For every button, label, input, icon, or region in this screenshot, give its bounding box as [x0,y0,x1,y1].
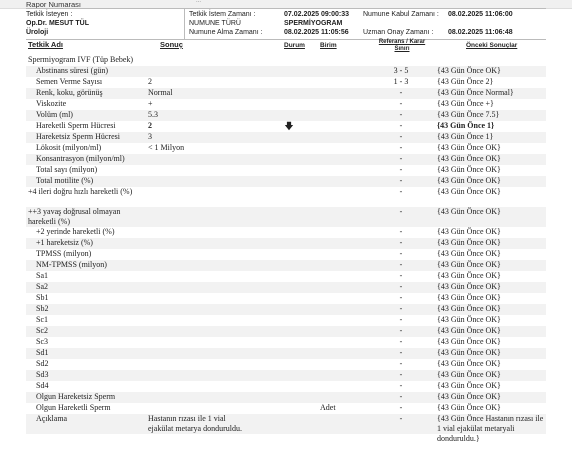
test-name: Semen Verme Sayısı [36,77,103,86]
test-name: Olgun Hareketsiz Sperm [36,392,116,401]
reference-range: - [399,414,403,423]
table-row [26,370,546,381]
table-row [26,403,546,414]
test-name: Sb1 [36,293,49,302]
previous-result: {43 Gün Önce OK} [437,187,501,196]
table-row [26,271,546,282]
reference-range: - [399,143,403,152]
table-row [26,88,546,99]
unit-value: Adet [320,403,336,412]
table-row [26,99,546,110]
column-previous: Önceki Sonuçlar [466,42,518,49]
test-name: Konsantrasyon (milyon/ml) [36,154,125,163]
reference-range: - [399,88,403,97]
header-divider [184,9,185,39]
sample-time-label: Numune Alma Zamanı : [189,29,263,36]
test-name: Sa2 [36,282,48,291]
table-row [26,249,546,260]
report-number-label: Rapor Numarası [26,0,82,9]
column-reference-line2: Sınırı [394,46,410,52]
sample-type-label: NUMUNE TÜRÜ [189,20,241,27]
column-result: Sonuç [160,40,183,49]
reference-range: 3 - 5 [393,66,409,75]
reference-range: - [399,403,403,412]
table-row [26,176,546,187]
table-row [26,227,546,238]
table-row [26,414,546,443]
doctor-name: Op.Dr. MESUT TÜL [26,20,89,27]
table-row [26,337,546,348]
reference-range: - [399,238,403,247]
test-name: Sb2 [36,304,49,313]
test-name: Hareketsiz Sperm Hücresi [36,132,120,141]
results-table [26,55,546,443]
approve-time: 08.02.2025 11:06:48 [448,29,513,36]
request-time-label: Tetkik İstem Zamanı : [189,11,256,18]
down-arrow-icon: 🡇 [284,121,294,131]
previous-result: {43 Gün Önce Hastanın rızası ile 1 vial ejakülat metaryali donduruldu.} [437,414,544,443]
previous-result: {43 Gün Önce OK} [437,143,501,152]
reference-range: - [399,207,403,216]
table-row [26,187,546,207]
test-name: Lökosit (milyon/ml) [36,143,102,152]
previous-result: {43 Gün Önce OK} [437,176,501,185]
previous-result: {43 Gün Önce OK} [437,337,501,346]
result-value: Normal [148,88,173,97]
test-name: Spermiyogram IVF (Tüp Bebek) [28,55,134,64]
sample-time: 08.02.2025 11:05:56 [284,29,349,36]
reference-range: - [399,187,403,196]
previous-result: {43 Gün Önce 7.5} [437,110,500,119]
previous-result: {43 Gün Önce 1} [437,132,494,141]
reference-range: - [399,315,403,324]
table-row [26,121,546,132]
result-value: 2 [148,121,152,130]
table-row [26,154,546,165]
reference-range: - [399,348,403,357]
previous-result: {43 Gün Önce OK} [437,227,501,236]
test-name: Sd2 [36,359,49,368]
test-name: Volüm (ml) [36,110,73,119]
previous-result: {43 Gün Önce OK} [437,293,501,302]
test-name: Sc2 [36,326,48,335]
requester-label: Tetkik İsteyen : [26,11,73,18]
result-value: Hastanın rızası ile 1 vial ejakülat metarya donduruldu. [148,414,242,433]
test-name: Sd4 [36,381,49,390]
test-name: Sc3 [36,337,48,346]
accept-time-label: Numune Kabul Zamanı : [363,11,439,18]
sample-type: SPERMİYOGRAM [284,20,343,27]
table-row [26,381,546,392]
reference-range: - [399,282,403,291]
request-time: 07.02.2025 09:00:33 [284,11,349,18]
previous-result: {43 Gün Önce OK} [437,260,501,269]
reference-range: - [399,304,403,313]
reference-range: - [399,121,403,130]
previous-result: {43 Gün Önce OK} [437,403,501,412]
previous-result: {43 Gün Önce OK} [437,238,501,247]
reference-range: - [399,227,403,236]
reference-range: 1 - 3 [393,77,409,86]
table-row [26,238,546,249]
previous-result: {43 Gün Önce 1} [437,121,495,130]
previous-result: {43 Gün Önce OK} [437,165,501,174]
previous-result: {43 Gün Önce OK} [437,154,501,163]
table-row [26,293,546,304]
table-row [26,55,546,66]
reference-range: - [399,110,403,119]
table-row [26,392,546,403]
reference-range: - [399,392,403,401]
test-name: +1 hareketsiz (%) [36,238,93,247]
test-name: Total sayı (milyon) [36,165,98,174]
result-value: 5.3 [148,110,158,119]
test-name: ++3 yavaş doğrusal olmayan hareketli (%) [28,207,121,226]
previous-result: {43 Gün Önce OK} [437,207,501,216]
previous-result: {43 Gün Önce OK} [437,66,501,75]
previous-result: {43 Gün Önce OK} [437,249,501,258]
result-value: < 1 Milyon [148,143,185,152]
table-row [26,207,546,227]
reference-range: - [399,271,403,280]
table-row [26,66,546,77]
approve-time-label: Uzman Onay Zamanı : [363,29,434,36]
table-row [26,260,546,271]
reference-range: - [399,381,403,390]
previous-result: {43 Gün Önce OK} [437,370,501,379]
previous-result: {43 Gün Önce OK} [437,315,501,324]
test-name: Total motilite (%) [36,176,94,185]
table-row [26,165,546,176]
test-name: Olgun Hareketli Sperm [36,403,111,412]
previous-result: {43 Gün Önce OK} [437,348,501,357]
test-name: +4 ileri doğru hızlı hareketli (%) [28,187,133,196]
reference-range: - [399,176,403,185]
test-name: +2 yerinde hareketli (%) [36,227,115,236]
reference-range: - [399,293,403,302]
result-value: 3 [148,132,152,141]
reference-range: - [399,370,403,379]
test-name: Sd1 [36,348,49,357]
reference-range: - [399,337,403,346]
previous-result: {43 Gün Önce 2} [437,77,494,86]
table-row [26,315,546,326]
previous-result: {43 Gün Önce Normal} [437,88,514,97]
result-value: 2 [148,77,152,86]
reference-range: - [399,260,403,269]
department: Üroloji [26,29,49,36]
test-name: TPMSS (milyon) [36,249,92,258]
previous-result: {43 Gün Önce OK} [437,304,501,313]
previous-result: {43 Gün Önce OK} [437,381,501,390]
reference-range: - [399,154,403,163]
table-row [26,132,546,143]
report-header [26,8,546,40]
column-status: Durum [284,42,305,49]
reference-range: - [399,249,403,258]
reference-range: - [399,326,403,335]
test-name: NM-TPMSS (milyon) [36,260,107,269]
table-row [26,359,546,370]
table-row [26,77,546,88]
column-reference [372,39,432,53]
table-row [26,304,546,315]
table-row [26,326,546,337]
reference-range: - [399,132,403,141]
previous-result: {43 Gün Önce OK} [437,282,501,291]
test-name: Sa1 [36,271,48,280]
column-unit: Birim [320,42,337,49]
table-row [26,282,546,293]
column-reference-line1: Referans / Karar [378,39,426,45]
table-row [26,348,546,359]
test-name: Sc1 [36,315,48,324]
reference-range: - [399,359,403,368]
test-name: Açıklama [36,414,68,423]
test-name: Abstinans süresi (gün) [36,66,108,75]
test-name: Renk, koku, görünüş [36,88,103,97]
report-number-value: ... [196,0,202,4]
test-name: Hareketli Sperm Hücresi [36,121,116,130]
accept-time: 08.02.2025 11:06:00 [448,11,513,18]
reference-range: - [399,99,403,108]
previous-result: {43 Gün Önce OK} [437,326,501,335]
column-test: Tetkik Adı [28,40,64,49]
test-name: Sd3 [36,370,49,379]
test-name: Viskozite [36,99,67,108]
previous-result: {43 Gün Önce OK} [437,359,501,368]
reference-range: - [399,165,403,174]
previous-result: {43 Gün Önce OK} [437,392,501,401]
previous-result: {43 Gün Önce +} [437,99,494,108]
table-row [26,143,546,154]
previous-result: {43 Gün Önce OK} [437,271,501,280]
table-row [26,110,546,121]
result-value: + [148,99,153,108]
